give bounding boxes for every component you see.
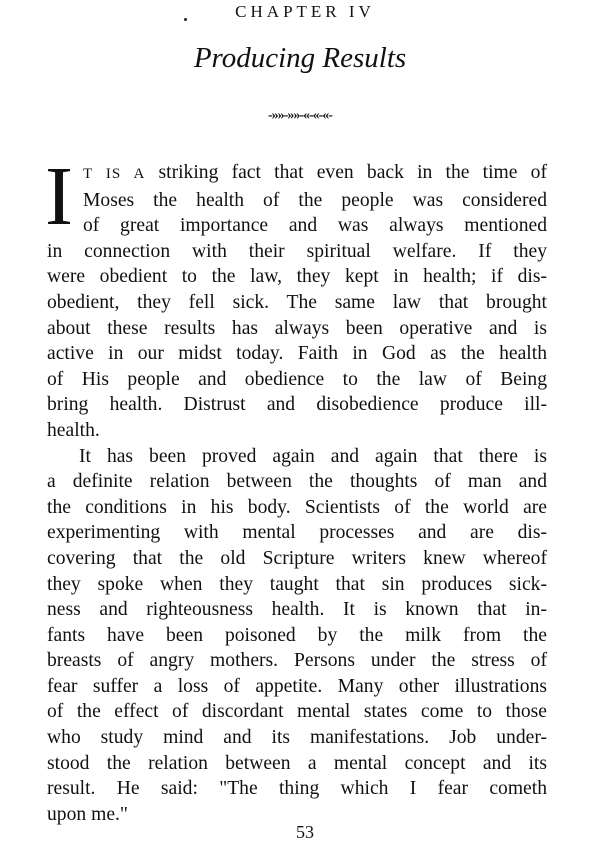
text-line: of great importance and was always mentioned	[82, 215, 547, 237]
paragraph-2	[47, 444, 547, 828]
ornament-divider: -»»-»»-«-«-«-	[268, 108, 332, 123]
text-line: they spoke when they taught that sin produces sick-	[47, 573, 547, 595]
drop-cap: I	[45, 150, 73, 243]
text-line: who study mind and its manifestations. Job under-	[47, 727, 547, 749]
text-line: upon me."	[47, 803, 128, 825]
text-line: obedient, they fell sick. The same law that brought	[47, 291, 547, 313]
text-line: result. He said: "The thing which I fear cometh	[47, 778, 547, 800]
chapter-title: Producing Results	[193, 42, 407, 74]
body-text	[45, 150, 547, 827]
paragraph-1	[45, 150, 547, 444]
text-line: stood the relation between a mental concept and its	[47, 752, 547, 774]
text-line: about these results has always been operative and is	[47, 317, 547, 339]
text-line: fants have been poisoned by the milk from the	[47, 624, 547, 646]
text-line: of His people and obedience to the law of Being	[47, 368, 547, 390]
text-line: T IS A striking fact that even back in the time of	[82, 162, 547, 183]
chapter-label: CHAPTER IV	[235, 2, 375, 21]
text-line: ness and righteousness health. It is known that in-	[47, 599, 547, 621]
text-line: active in our midst today. Faith in God as the health	[47, 343, 547, 365]
text-line: It has been proved again and again that there is	[79, 445, 547, 467]
text-line: breasts of angry mothers. Persons under the stress of	[47, 650, 547, 672]
text-line: in connection with their spiritual welfare. If they	[47, 240, 547, 262]
text-line: a definite relation between the thoughts of man and	[47, 471, 547, 493]
page-number: 53	[296, 822, 314, 842]
text-line: Moses the health of the people was considered	[82, 189, 547, 211]
lead-smallcaps: T IS A	[82, 166, 146, 182]
text-line: the conditions in his body. Scientists of the world are	[47, 496, 547, 518]
text-line: covering that the old Scripture writers knew whereof	[47, 547, 547, 569]
text-line: fear suffer a loss of appetite. Many other illustrations	[47, 675, 547, 697]
text-line: were obedient to the law, they kept in health; if dis-	[47, 266, 547, 288]
text-line: of the effect of discordant mental states come to those	[47, 701, 547, 723]
text-line: health.	[47, 419, 100, 441]
text-line: bring health. Distrust and disobedience produce ill-	[47, 394, 547, 416]
text-line: experimenting with mental processes and are dis-	[47, 522, 547, 544]
